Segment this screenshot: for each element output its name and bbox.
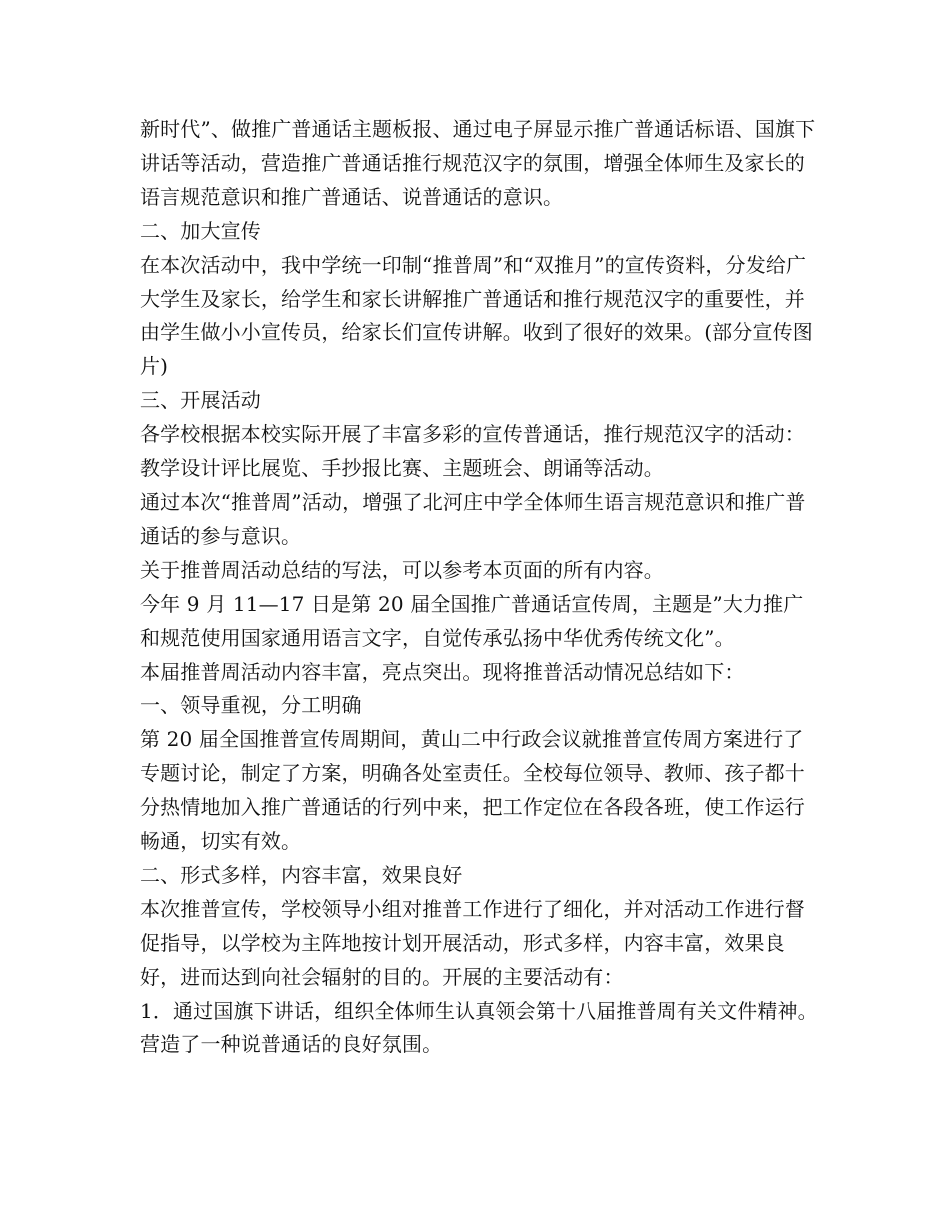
heading-diverse-forms: 二、形式多样，内容丰富，效果良好 <box>140 862 463 887</box>
paragraph-school-activities: 各学校根据本校实际开展了丰富多彩的宣传普通话，推行规范汉字的活动：教学设计评比展览、手抄报比赛、主题班会、朗诵等活动。 <box>140 422 805 481</box>
heading-activities: 三、开展活动 <box>140 388 261 413</box>
paragraph-outcome: 通过本次“推普周”活动，增强了北河庄中学全体师生语言规范意识和推广普通话的参与意识。 <box>140 489 806 548</box>
paragraph-reference-note: 关于推普周活动总结的写法，可以参考本页面的所有内容。 <box>140 557 664 582</box>
paragraph-theme: 今年 9 月 11—17 日是第 20 届全国推广普通话宣传周，主题是”大力推广和规范使用国家通用语言文字，自觉传承弘扬中华优秀传统文化”。 <box>140 591 804 650</box>
heading-leadership: 一、领导重视，分工明确 <box>140 693 362 718</box>
paragraph-activities-intro: 新时代”、做推广普通话主题板报、通过电子屏显示推广普通话标语、国旗下讲话等活动，营造推广普通话推行规范汉字的氛围，增强全体师生及家长的语言规范意识和推广普通话、说普通话的意识。 <box>140 117 816 209</box>
document-body <box>140 113 820 1062</box>
paragraph-summary-intro: 本届推普周活动内容丰富，亮点突出。现将推普活动情况总结如下： <box>140 659 745 684</box>
paragraph-leadership: 第 20 届全国推普宣传周期间，黄山二中行政会议就推普宣传周方案进行了专题讨论，制定了方案，明确各处室责任。全校每位领导、教师、孩子都十分热情地加入推广普通话的行列中来，把工作定位在各段各班，使工作运行畅通，切实有效。 <box>140 727 805 854</box>
paragraph-publicity: 在本次活动中，我中学统一印制“推普周”和“双推月”的宣传资料，分发给广大学生及家长，给学生和家长讲解推广普通话和推行规范汉字的重要性，并由学生做小小宣传员，给家长们宣传讲解。收到了很好的效果。(部分宣传图片) <box>140 252 813 379</box>
list-item-flag-speech: 1．通过国旗下讲话，组织全体师生认真领会第十八届推普周有关文件精神。营造了一种说普通话的良好氛围。 <box>140 998 818 1057</box>
heading-publicity: 二、加大宣传 <box>140 218 261 243</box>
paragraph-diverse-forms: 本次推普宣传，学校领导小组对推普工作进行了细化，并对活动工作进行督促指导，以学校为主阵地按计划开展活动，形式多样，内容丰富，效果良好，进而达到向社会辐射的目的。开展的主要活动有： <box>140 896 805 989</box>
